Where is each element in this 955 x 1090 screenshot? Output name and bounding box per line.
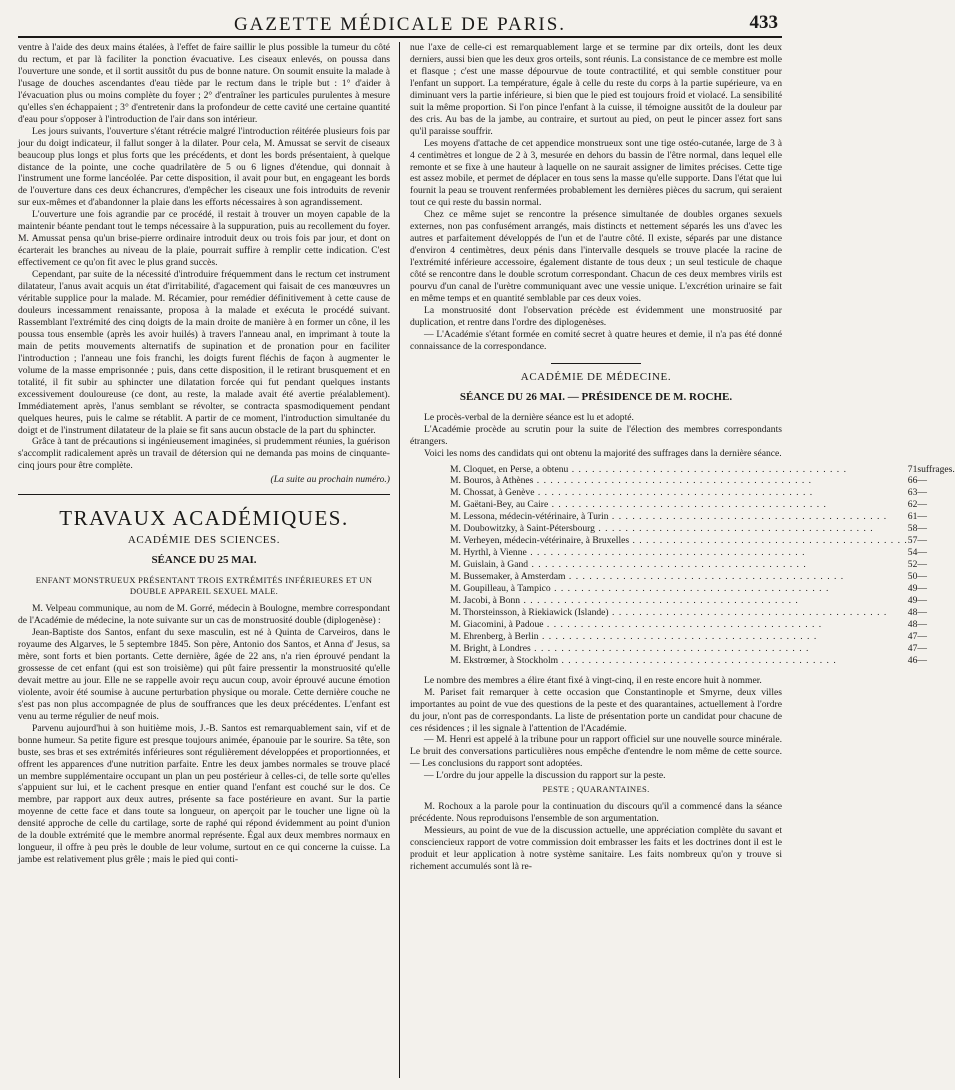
candidate-row <box>450 655 955 667</box>
header-rule <box>18 36 782 38</box>
topic-heading: PESTE ; QUARANTAINES. <box>542 784 650 795</box>
candidate-name-text: M. Guislain, à Gand <box>450 559 529 571</box>
candidate-name <box>450 583 908 595</box>
topic-heading: ENFANT MONSTRUEUX PRÉSENTANT TROIS EXTRÉMITÉS INFÉRIEURES ET UN DOUBLE APPAREIL SEXUEL MALE. <box>35 575 373 597</box>
leader-dots <box>609 607 888 618</box>
leader-dots <box>539 631 818 642</box>
candidate-unit: — <box>917 630 927 642</box>
candidate-name <box>450 643 908 655</box>
candidate-name <box>450 607 908 619</box>
seance-heading <box>18 555 390 567</box>
paragraph: M. Pariset fait remarquer à cette occasion que Constantinople et Smyrne, deux villes importantes au point de vue des questions de la peste et des quarantaines, actuellement à l'ordre du jour, n'ont pas de correspondants. La liste de présentation porte un candidat pour chacune de ces résidences ; il les signale à l'attention de l'Académie. <box>410 686 782 734</box>
candidate-name <box>450 487 908 499</box>
paragraph: Cependant, par suite de la nécessité d'introduire fréquemment dans le rectum cet instrument dilatateur, l'anus avait acquis un état d'irritabilité, d'agacement qui faisait de ces manœuvres un véritable supplice pour la malade. M. Récamier, pour remédier définitivement à cette cause de douleurs incessamment renaissante, proposa à la malade et exécuta le procédé suivant. Rassemblant l'extrémité des cinq doigts de la main droite de manière à en former un cône, il les poussa tous ensemble (après les avoir huilés) à travers l'anneau anal, en imprimant à toute la main de petits mouvements alternatifs de supination et de pronation pour en faciliter l'introduction ; l'anneau une fois franchi, les doigts furent fléchis de façon à augmenter le volume de la masse emprisonnée ; puis, dans cette disposition, il le retirant brusquement et en totalité, il fit subir au sphincter une dilatation forcée qui fut pendant quelques instants excessivement douloureuse (ce dont, au reste, la malade avait été avertie préalablement). Immédiatement après, l'anus semblant se révolter, se contracta spasmodiquement pendant quelques heures, puis le calme se rétablit. A partir de ce moment, l'introduction simultanée du doigt et de l'instrument dilatateur de la plaie se fit sans aucun obstacle de la part du sphincter. <box>18 269 390 436</box>
candidate-name-text: M. Ehrenberg, à Berlin <box>450 630 539 642</box>
candidate-name-text: M. Ekstrœmer, à Stockholm <box>450 654 559 666</box>
seance-heading <box>410 392 782 404</box>
leader-dots <box>533 475 812 486</box>
candidate-name-text: M. Bussemaker, à Amsterdam <box>450 571 566 583</box>
candidate-name-text: M. Verheyen, médecin-vétérinaire, à Bruxelles <box>450 535 630 547</box>
paragraph: nue l'axe de celle-ci est remarquablement large et se termine par dix orteils, dont les deux derniers, aussi bien que les deux gros orteils, sont réunis. La consistance de ce membre est molle et flasque ; c'est une masse dépourvue de toute contractilité, et qui semble constituer pour l'enfant un support. La température, égale à celle du reste du corps à la partie supérieure, va en diminuant vers la partie inférieure, si bien que le pied est toujours froid et violacé. La sensibilité suit la même proportion. Si l'on pince l'enfant à la cuisse, il témoigne aussitôt de la douleur par des cris. Au bas de la jambe, au contraire, et surtout au pied, on peut le pincer assez fort sans qu'il paraisse souffrir. <box>410 42 782 137</box>
leader-dots <box>558 655 837 666</box>
candidate-name <box>450 464 908 476</box>
candidate-votes: 48 <box>907 618 918 630</box>
paragraph: Le nombre des membres a élire étant fixé à vingt-cinq, il en reste encore huit à nommer. <box>424 674 762 686</box>
section-title: TRAVAUX ACADÉMIQUES. <box>59 506 349 531</box>
page-header <box>0 8 800 34</box>
candidate-unit: — <box>917 606 927 618</box>
candidate-row <box>450 487 955 499</box>
candidate-name-text: M. Cloquet, en Perse, a obtenu <box>450 463 569 475</box>
section-rule <box>18 494 390 495</box>
leader-dots <box>609 511 888 522</box>
candidates-table <box>450 464 955 667</box>
candidate-row <box>450 511 955 523</box>
leader-dots <box>520 595 799 606</box>
paragraph: — L'Académie s'étant formée en comité secret à quatre heures et demie, il n'a pas été donné connaissance de la correspondance. <box>410 328 782 352</box>
candidate-name <box>450 571 908 583</box>
leader-dots <box>528 559 807 570</box>
candidate-name <box>450 655 908 667</box>
candidate-votes: 58 <box>907 523 918 535</box>
candidate-unit: — <box>917 583 927 595</box>
candidate-unit: — <box>917 594 927 606</box>
paragraph: Les moyens d'attache de cet appendice monstrueux sont une tige ostéo-cutanée, large de 3 à 4 centimètres et longue de 2 à 3, mesurée en dehors du bassin de l'être normal, dans lequel elle remonte et se fixe à une hauteur à laquelle on ne saurait assigner de limites précises. Cette tige est assez mobile, et permet de déplacer en tous sens la masse qu'elle supporte. Dans l'état que lui fournit la peau se trouvent renfermées probablement les dernières pièces du sacrum, qui seraient tout ce qui reste du bassin normal. <box>410 137 782 209</box>
leader-dots <box>551 583 830 594</box>
candidate-name-text: M. Bouros, à Athènes <box>450 475 534 487</box>
paragraph: ventre à l'aide des deux mains étalées, à l'effet de faire saillir le plus possible la tumeur du côté du rectum, et par là faciliter la ponction évacuative. Les ciseaux enlevés, on poussa dans l'ouverture une sonde, et il sortit aussitôt du pus de bonne nature. On soumit ensuite la malade à l'usage de douches ascendantes d'eau tiède par le rectum dans le triple but : 1° d'aider à l'évacuation plus ou moins complète du foyer ; 2° d'entraîner les particules purulentes à mesure qu'elles s'en échappaient ; 3° d'entretenir dans la profondeur de cette cavité une certaine quantité d'eau pour s'opposer à l'introduction de l'air dans son intérieur. <box>18 42 390 125</box>
candidate-row <box>450 523 955 535</box>
candidate-unit: suffrages. <box>917 463 955 475</box>
leader-dots <box>568 464 847 475</box>
candidate-name-text: M. Bright, à Londres <box>450 642 531 654</box>
candidate-votes: 61 <box>907 511 918 523</box>
candidate-unit: — <box>917 511 927 523</box>
paragraph: Grâce à tant de précautions si ingénieusement imaginées, si prudemment réunies, la guérison s'accomplit radicalement après un travail de détersion qui ne demanda pas moins de cinquante-cinq jours pour être complète. <box>18 436 390 472</box>
candidate-name-text: M. Goupilleau, à Tampico <box>450 583 551 595</box>
candidate-row <box>450 571 955 583</box>
leader-dots <box>531 643 810 654</box>
candidate-row <box>450 607 955 619</box>
candidate-unit: — <box>917 523 927 535</box>
candidate-unit: — <box>917 559 927 571</box>
seance-date: SÉANCE DU 26 MAI. — PRÉSIDENCE DE M. ROCHE. <box>459 390 733 403</box>
right-column <box>410 42 955 1078</box>
academy-heading: ACADÉMIE DES SCIENCES. <box>127 534 281 547</box>
candidate-votes: 62 <box>907 499 918 511</box>
candidate-name <box>450 475 908 487</box>
candidate-unit: — <box>917 618 927 630</box>
paragraph: — L'ordre du jour appelle la discussion du rapport sur la peste. <box>424 770 666 782</box>
candidate-name <box>450 595 908 607</box>
leader-dots <box>629 535 908 546</box>
column-divider <box>399 42 400 1078</box>
candidate-votes: 63 <box>907 487 918 499</box>
candidate-row <box>450 475 955 487</box>
journal-title: GAZETTE MÉDICALE DE PARIS. <box>233 14 567 35</box>
candidate-row <box>450 499 955 511</box>
candidate-row <box>450 535 955 547</box>
candidate-name-text: M. Jacobi, à Bonn <box>450 594 521 606</box>
candidate-name-text: M. Hyrthl, à Vienne <box>450 547 527 559</box>
candidate-row <box>450 547 955 559</box>
candidate-name-text: M. Chossat, à Genève <box>450 487 535 499</box>
section-rule <box>551 363 641 364</box>
candidate-name-text: M. Giacomini, à Padoue <box>450 618 544 630</box>
leader-dots <box>566 571 845 582</box>
leader-dots <box>544 619 823 630</box>
candidate-unit: — <box>917 475 927 487</box>
candidate-name <box>450 547 908 559</box>
candidate-unit: — <box>917 535 927 547</box>
candidate-votes: 47 <box>907 642 918 654</box>
candidate-votes: 49 <box>907 583 918 595</box>
candidate-row <box>450 619 955 631</box>
candidate-votes: 48 <box>907 606 918 618</box>
candidate-row <box>450 643 955 655</box>
candidate-votes: 54 <box>907 547 918 559</box>
paragraph: M. Rochoux a la parole pour la continuation du discours qu'il a commencé dans la séance précédente. Nous reproduisons l'ensemble de son argumentation. <box>410 801 782 825</box>
candidate-name-text: M. Gaëtani-Bey, au Caire <box>450 499 549 511</box>
paragraph: Parvenu aujourd'hui à son huitième mois, J.-B. Santos est remarquablement sain, vif et de bonne humeur. Sa petite figure est presque toujours animée, épanouie par le sourire. Sa tête, son buste, ses bras et ses extrémités inférieures sont régulièrement développées et proportionnées, et offrent les apparences d'une nutrition parfaite. Entre les deux jambes normales se trouve placé un membre supplémentaire occupant un plan un peu postérieur à celles-ci, de telle sorte qu'elles s'appuient sur lui, et le cachent presque en entier quand l'enfant est couché sur le dos. Ce membre, par rapport aux deux autres, présente sa face postérieure en avant. Sur la partie moyenne de cette face et dans toute sa longueur, on aperçoit par le toucher une ligne où la densité approche de celle du cartilage, sorte de raphé qui répond évidemment au point d'union de la double extrémité que le membre anormal représente. Égal aux deux membres normaux en longueur, il offre à peu près le double de leur volume, surtout en ce qui concerne la cuisse. La jambe est relativement plus grêle ; mais le pied qui conti- <box>18 722 390 866</box>
candidate-name-text: M. Thorsteinsson, à Riekiawick (Islande) <box>450 606 609 618</box>
candidate-row <box>450 464 955 476</box>
candidate-row <box>450 583 955 595</box>
leader-dots <box>534 487 813 498</box>
paragraph: Jean-Baptiste dos Santos, enfant du sexe masculin, est né à Quinta de Carveiros, dans le royaume des Algarves, le 5 septembre 1845. Son père, Antonio dos Santos, et Anna d' Jesus, sa mère, sont forts et bien portants. Cette dernière, âgée de 22 ans, n'a rien éprouvé pendant la grossesse de cet enfant (qui est son troisième) qui pût faire pressentir la monstruosité qu'elle devait mettre au jour. Elle ne se rappelle avoir reçu aucun coup, avoir éprouvé aucune émotion violente, avoir été soumise à aucune perturbation physique ou morale. Cette dernière couche ne s'est pas non plus accompagnée de plus de souffrances que les deux précédentes. L'enfant est venu au terme régulier de neuf mois. <box>18 627 390 722</box>
paragraph: M. Velpeau communique, au nom de M. Gorré, médecin à Boulogne, membre correspondant de l'Académie de médecine, la note suivante sur un cas de monstruosité double (diplogenèse) : <box>18 603 390 627</box>
candidate-votes: 46 <box>907 654 918 666</box>
paragraph: Voici les noms des candidats qui ont obtenu la majorité des suffrages dans la dernière séance. <box>424 447 782 459</box>
candidate-row <box>450 595 955 607</box>
candidate-name <box>450 511 908 523</box>
candidate-unit: — <box>917 547 927 559</box>
candidate-name <box>450 619 908 631</box>
paragraph: — M. Henri est appelé à la tribune pour un rapport officiel sur une nouvelle source minérale. Le bruit des conversations particulières nous empêche d'entendre le nom même de cette source. — Les conclusions du rapport sont adoptées. <box>410 734 782 770</box>
paragraph: L'ouverture une fois agrandie par ce procédé, il restait à trouver un moyen capable de la maintenir béante pendant tout le temps nécessaire à la suppuration, puis au recollement du foyer. M. Amussat pensa qu'un brise-pierre ordinaire introduit deux ou trois fois par jour, et dont on écarterait les branches au niveau de la plaie, pourrait suffire à remplir cette indication. C'est effectivement ce qu'on fit avec le plus grand succès. <box>18 209 390 269</box>
leader-dots <box>527 547 806 558</box>
paragraph: Les jours suivants, l'ouverture s'étant rétrécie malgré l'introduction réitérée plusieurs fois par jour du doigt indicateur, il fallut songer à la dilater. Pour cela, M. Amussat se servit de ciseaux beaucoup plus longs et plus forts que les précédents, et dont les bords présentaient, à quelque distance de la pointe, une coche quadrilatère de 5 ou 6 lignes d'étendue, qui donnait à l'instrument une forme lancéolée. Par cette disposition, il avait pour but, en engageant les bords de l'ouverture dans ces deux échancrures, d'empêcher les ciseaux une fois introduits de revenir sur eux-mêmes et d'abandonner la plaie dans les efforts nécessaires à son agrandissement. <box>18 125 390 209</box>
candidate-row <box>450 631 955 643</box>
seance-date: SÉANCE DU 25 MAI. <box>151 554 257 567</box>
leader-dots <box>548 499 827 510</box>
academy-heading: ACADÉMIE DE MÉDECINE. <box>520 370 672 383</box>
candidate-votes: 57 <box>907 535 918 547</box>
candidate-unit: — <box>917 642 927 654</box>
paragraph: Chez ce même sujet se rencontre la présence simultanée de doubles organes sexuels externes, non pas confusément arrangés, mais distincts et nettement séparés les uns d'avec les autres et parfaitement développés de l'un et de l'autre côté. Il existe, séparés par une distance d'environ 4 centimètres, deux pénis dans l'intervalle desquels se trouve placée la racine de l'extrémité inférieure accessoire, également distante de tous deux ; un seul testicule de chaque côté se rencontre dans le double scrotum correspondant. Chacun de ces deux membres virils est pourvu d'un canal de l'urètre communiquant avec une vessie unique. L'excrétion urinaire se fait en même temps et en quantité semblable par ces deux voies. <box>410 209 782 305</box>
candidate-votes: 47 <box>907 630 918 642</box>
candidate-name <box>450 499 908 511</box>
continued-note: (La suite au prochain numéro.) <box>270 474 390 486</box>
candidate-votes: 50 <box>907 571 918 583</box>
left-column <box>18 42 390 1078</box>
candidate-votes: 71 <box>907 463 918 475</box>
candidate-unit: — <box>917 654 927 666</box>
candidate-name <box>450 631 908 643</box>
page-number: 433 <box>749 12 778 33</box>
candidate-votes: 52 <box>907 559 918 571</box>
candidate-unit: — <box>917 487 927 499</box>
candidate-name <box>450 559 908 571</box>
candidate-name-text: M. Lessona, médecin-vétérinaire, à Turin <box>450 511 609 523</box>
candidate-unit: — <box>917 571 927 583</box>
paragraph: Messieurs, au point de vue de la discussion actuelle, une appréciation complète du savant et consciencieux rapport de votre commission doit embrasser les faits et les doctrines dont il est le produit et leur application à notre système sanitaire. Les faits nombreux qu'on y trouve si richement accumulés sont là re- <box>410 825 782 873</box>
candidate-row <box>450 559 955 571</box>
candidate-votes: 49 <box>907 594 918 606</box>
candidate-name <box>450 535 908 547</box>
paragraph: L'Académie procède au scrutin pour la suite de l'élection des membres correspondants étrangers. <box>410 423 782 447</box>
leader-dots <box>595 523 874 534</box>
candidate-unit: — <box>917 499 927 511</box>
paragraph: Le procès-verbal de la dernière séance est lu et adopté. <box>424 411 634 423</box>
candidate-votes: 66 <box>907 475 918 487</box>
candidate-name <box>450 523 908 535</box>
candidate-name-text: M. Doubowitzky, à Saint-Pétersbourg <box>450 523 595 535</box>
paragraph: La monstruosité dont l'observation précède est évidemment une monstruosité par duplication, et rentre dans l'ordre des diplogenèses. <box>410 304 782 328</box>
